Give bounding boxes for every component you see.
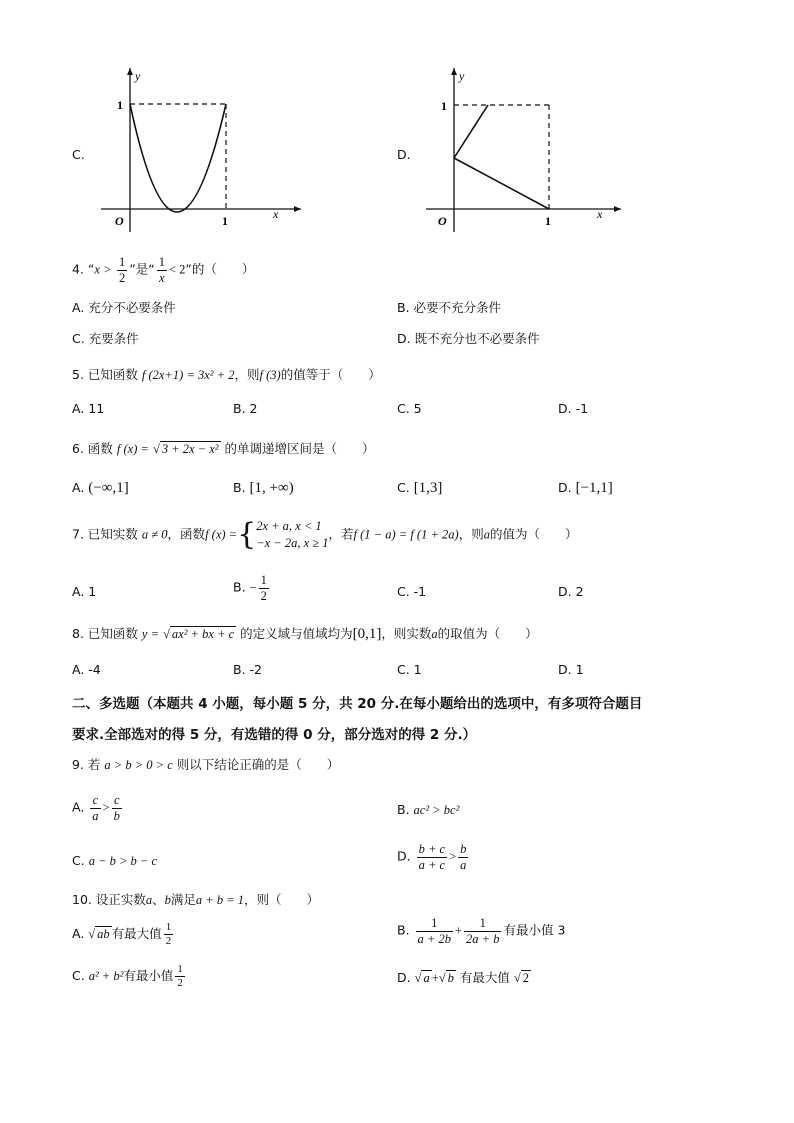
q8-option-d[interactable]: D. 1	[558, 662, 584, 677]
x-one-label: 1	[545, 214, 551, 228]
section-2-heading-line2: 要求.全部选对的得 5 分，有选错的得 0 分，部分选对的得 2 分.）	[72, 727, 477, 743]
q5-option-a[interactable]: A. 11	[72, 401, 105, 416]
q8-option-c[interactable]: C. 1	[397, 662, 422, 677]
q10-option-a[interactable]: A. √ ab 有最大值 $\frac{1}{2}$	[72, 921, 172, 947]
y-label: y	[135, 69, 141, 83]
parabola-curve	[130, 104, 226, 212]
q5-option-c[interactable]: C. 5	[397, 401, 422, 416]
q6-option-d[interactable]: D. [−1,1]	[558, 480, 613, 496]
q9-option-d[interactable]: D. $\frac{b + c}{a + c}$ > $\frac{b}{a}$	[397, 842, 467, 872]
question-9: 9. 若 a > b > 0 > c 则以下结论正确的是（ ）	[72, 757, 340, 772]
question-4: 4. “x > $\frac{1}{2}$ ”是“ $\frac{1}{x}$ < 2”的（ ）	[72, 255, 255, 285]
q7-option-d[interactable]: D. 2	[558, 584, 584, 599]
q9-option-b[interactable]: B. ac² > bc²	[397, 802, 460, 817]
q9-option-a[interactable]: A. $\frac{c}{a}$ > $\frac{c}{b}$	[72, 793, 120, 823]
q4-option-d[interactable]: D. 既不充分也不必要条件	[397, 331, 540, 346]
q10-option-b[interactable]: B. $\frac{1}{a + 2b}$ + $\frac{1}{2a + b}$ 有最小值 3	[397, 916, 566, 946]
x-label: x	[273, 207, 279, 221]
question-6: 6. 函数 f (x) = √ 3 + 2x − x² 的单调递增区间是（ ）	[72, 441, 375, 456]
x-label: x	[597, 207, 603, 221]
origin-label: O	[115, 214, 124, 228]
y-one-label: 1	[441, 99, 447, 113]
q4-option-b[interactable]: B. 必要不充分条件	[397, 300, 502, 315]
q7-option-c[interactable]: C. -1	[397, 584, 427, 599]
y-one-label: 1	[117, 98, 123, 112]
q4-option-c[interactable]: C. 充要条件	[72, 331, 139, 346]
q6-option-a[interactable]: A. (−∞,1]	[72, 480, 129, 496]
q9-option-c[interactable]: C. a − b > b − c	[72, 853, 158, 868]
q5-option-d[interactable]: D. -1	[558, 401, 589, 416]
q4-option-a[interactable]: A. 充分不必要条件	[72, 300, 176, 315]
question-10: 10. 设正实数a、b满足a + b = 1，则（ ）	[72, 892, 320, 907]
q10-option-c[interactable]: C. a² + b²有最小值 $\frac{1}{2}$	[72, 963, 183, 989]
question-5: 5. 已知函数 f (2x+1) = 3x² + 2，则f (3)的值等于（ ）	[72, 367, 381, 382]
segment-up	[454, 105, 488, 158]
option-c-label: C.	[72, 147, 85, 162]
q7-option-a[interactable]: A. 1	[72, 584, 97, 599]
y-label: y	[459, 69, 465, 83]
q8-option-a[interactable]: A. -4	[72, 662, 101, 677]
segment-down	[454, 158, 549, 209]
q7-option-b[interactable]: B. − $\frac{1}{2}$	[233, 573, 267, 603]
x-one-label: 1	[222, 214, 228, 228]
origin-label: O	[438, 214, 447, 228]
q6-option-c[interactable]: C. [1,3]	[397, 480, 443, 496]
question-7: 7. 已知实数 a ≠ 0，函数f (x) ={ 2x + a, x < 1 −x − 2a, x ≥ 1 ，若f (1 − a) = f (1 + 2a)，则a的值为（ ）	[72, 517, 578, 552]
question-8: 8. 已知函数 y = √ ax² + bx + c 的定义域与值域均为[0,1]，则实数a的取值为（ ）	[72, 626, 538, 642]
q6-option-b[interactable]: B. [1, +∞)	[233, 480, 294, 496]
q5-option-b[interactable]: B. 2	[233, 401, 258, 416]
section-2-heading-line1: 二、多选题（本题共 4 小题，每小题 5 分，共 20 分.在每小题给出的选项中，有多项符合题目	[72, 696, 643, 712]
q8-option-b[interactable]: B. -2	[233, 662, 262, 677]
graph-c	[95, 60, 310, 240]
graph-d	[420, 60, 635, 240]
option-d-label: D.	[397, 147, 411, 162]
q10-option-d[interactable]: D. √ a +√ b 有最大值 √ 2	[397, 970, 530, 985]
